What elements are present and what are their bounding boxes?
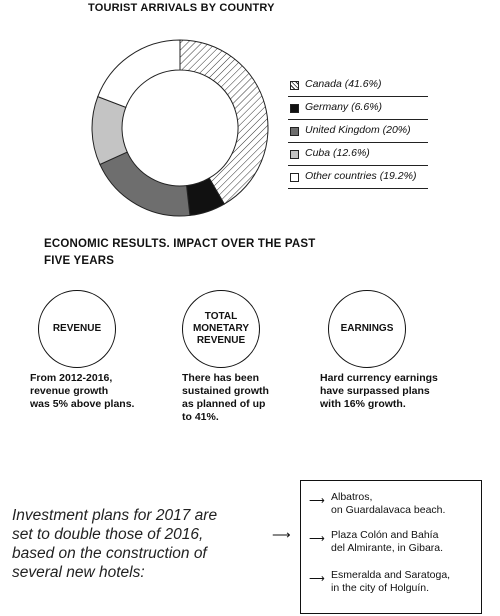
- economic-heading-line1: ECONOMIC RESULTS. IMPACT OVER THE PAST: [44, 238, 316, 250]
- investment-line: set to double those of 2016,: [12, 526, 204, 543]
- donut-slice-cuba: [92, 97, 127, 165]
- legend-item-germany: [288, 97, 428, 120]
- earnings-title: EARNINGS: [340, 323, 394, 334]
- legend-label: Other countries (19.2%): [305, 170, 417, 182]
- chart-legend: [288, 74, 428, 189]
- total-monetary-revenue-description: [182, 372, 269, 424]
- donut-chart: [88, 36, 272, 220]
- desc-line: Hard currency earnings: [320, 372, 438, 384]
- investment-line: Investment plans for 2017 are: [12, 507, 218, 524]
- legend-item-united-kingdom: [288, 120, 428, 143]
- hotel-line: Esmeralda and Saratoga,: [331, 569, 451, 581]
- donut-slice-canada: [180, 40, 268, 204]
- hotel-line: on Guardalavaca beach.: [331, 504, 446, 516]
- legend-swatch-united-kingdom: [290, 127, 299, 136]
- legend-swatch-other-countries: [290, 173, 299, 182]
- desc-line: to 41%.: [182, 411, 219, 423]
- desc-line: sustained growth: [182, 385, 269, 397]
- legend-label: Cuba (12.6%): [305, 147, 370, 159]
- investment-text: [12, 506, 252, 582]
- arrow-icon: ⟶: [309, 495, 325, 507]
- hotel-line: in the city of Holguín.: [331, 582, 430, 594]
- arrow-icon: ⟶: [309, 573, 325, 585]
- economic-heading: [44, 236, 315, 270]
- earnings-circle: [328, 290, 406, 368]
- hotel-item-esmeralda: [331, 569, 450, 595]
- legend-swatch-germany: [290, 104, 299, 113]
- arrow-icon: ⟶: [309, 533, 325, 545]
- desc-line: with 16% growth.: [320, 398, 406, 410]
- hotel-line: Plaza Colón and Bahía: [331, 529, 439, 541]
- desc-line: revenue growth: [30, 385, 109, 397]
- desc-line: as planned of up: [182, 398, 266, 410]
- legend-item-other-countries: [288, 166, 428, 189]
- desc-line: was 5% above plans.: [30, 398, 135, 410]
- chart-title: TOURIST ARRIVALS BY COUNTRY: [88, 2, 275, 14]
- revenue-circle: [38, 290, 116, 368]
- desc-line: There has been: [182, 372, 260, 384]
- legend-item-canada: [288, 74, 428, 97]
- total-monetary-revenue-circle: [182, 290, 260, 368]
- desc-line: have surpassed plans: [320, 385, 430, 397]
- investment-line: several new hotels:: [12, 564, 145, 581]
- legend-label: Canada (41.6%): [305, 78, 382, 90]
- hotel-line: del Almirante, in Gibara.: [331, 542, 444, 554]
- hotel-item-plaza-colon: [331, 529, 443, 555]
- hotels-box: [300, 480, 482, 614]
- revenue-description: [30, 372, 134, 411]
- donut-slice-other-countries: [98, 40, 180, 107]
- legend-swatch-canada: [290, 81, 299, 90]
- legend-label: Germany (6.6%): [305, 101, 383, 113]
- desc-line: From 2012-2016,: [30, 372, 113, 384]
- total-monetary-revenue-title-line: REVENUE: [196, 335, 246, 346]
- legend-swatch-cuba: [290, 150, 299, 159]
- legend-item-cuba: [288, 143, 428, 166]
- connector-arrow-icon: ⟶: [272, 527, 291, 542]
- total-monetary-revenue-title-line: TOTAL: [204, 311, 238, 322]
- donut-svg: [88, 36, 272, 220]
- donut-slice-united-kingdom: [100, 152, 190, 216]
- hotel-item-albatros: [331, 491, 445, 517]
- revenue-title: REVENUE: [52, 323, 102, 334]
- total-monetary-revenue-title-line: MONETARY: [192, 323, 250, 334]
- investment-line: based on the construction of: [12, 545, 207, 562]
- hotel-line: Albatros,: [331, 491, 373, 503]
- earnings-description: [320, 372, 438, 411]
- economic-heading-line2: FIVE YEARS: [44, 255, 115, 267]
- legend-label: United Kingdom (20%): [305, 124, 411, 136]
